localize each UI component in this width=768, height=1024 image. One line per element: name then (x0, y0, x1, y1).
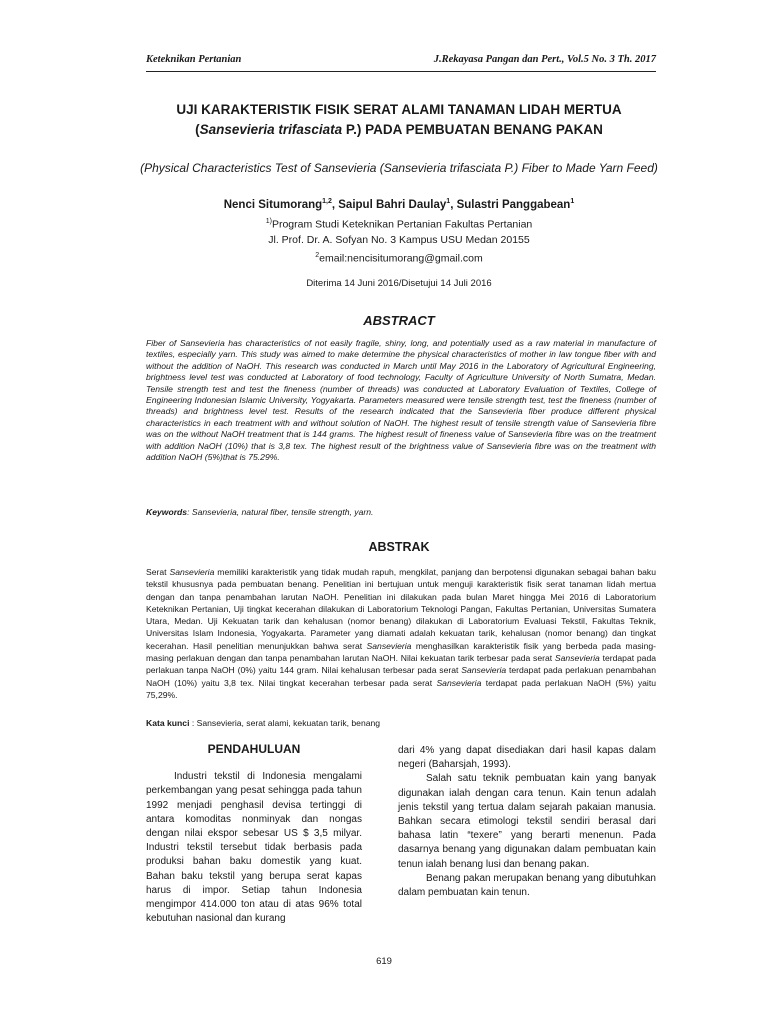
abstrak-heading: ABSTRAK (368, 540, 430, 554)
author-1: Nenci Situmorang (223, 198, 323, 211)
journal-citation: J.Rekayasa Pangan dan Pert., Vol.5 No. 3 Th. 2017 (433, 54, 656, 65)
english-title (120, 161, 678, 175)
section-heading: PENDAHULUAN (207, 742, 301, 756)
abstrak-text (146, 566, 656, 701)
header-rule (146, 71, 656, 72)
abstrak-seg: terdapat pada perlakuan tanpa NaOH (0%) yaitu 144 gram. Nilai kehalusan terbesar pada serat (146, 653, 657, 676)
author-3: , Sulastri Panggabean (450, 198, 571, 211)
abstrak-species: Sansevieria (436, 677, 482, 688)
title-line-2-rest: P.) PADA PEMBUATAN BENANG PAKAN (342, 122, 603, 137)
keywords-label: Keywords (146, 507, 188, 517)
page-number: 619 (376, 956, 392, 967)
body-column-left (146, 742, 362, 926)
affiliation-marker-1: 1) (265, 218, 272, 225)
received-dates: Diterima 14 Juni 2016/Disetujui 14 Juli 2016 (306, 278, 492, 289)
keywords (146, 507, 656, 517)
abstrak-seg: terdapat pada perlakuan penambahan NaOH (10%) yaitu 3,8 tex. Nilai tingkat kecerahan terbesar pada serat (146, 665, 656, 688)
author-2-affil: 1 (446, 198, 451, 205)
affiliation-line-3 (120, 248, 678, 267)
body-paragraph: Salah satu teknik pembuatan kain yang banyak digunakan ialah dengan cara tenun. Kain tenun adalah jenis tekstil yang tertua dalam sejarah pakaian manusia. Bahkan secara etimologi tekstil sendiri berasal dari bahasa latin “texere” yang berarti menenun. Pada dasarnya benang yang digunakan dalam pembuatan kain tenun ialah benang lusi dan benang pakan. (398, 773, 656, 870)
abstrak-species: Sansevieria (461, 665, 507, 676)
abstract-text: Fiber of Sansevieria has characteristics of not easily fragile, shiny, long, and potentially used as a raw material in manufacture of textiles, especially yarn. This study was aimed to make determine the physical characteristics of mother in law tongue fiber with and without the addition of NaOH. This research was conducted in March until May 2016 in the Laboratory of Agricultural Engineering, brightness level test was conducted at Laboratory of food technology, Faculty of Agriculture University of North Sumatra, Medan. Tensile strength test and test the fineness (number of threads) was conducted at Laboratory Evaluation of Textiles, College of Engineering Indonesian Islamic University, Yogyakarta. Parameters measured were tensile strength test, test the fineness (number of threads) and brightness level test. Results of the research indicated that the Sansevieria fiber produce different physical characteristics in each treatment with and without solution of NaOH. The highest result of tensile strength value of Sansevieria fibre was on the without NaOH treatment that is 144 grams. The highest result of fineness value of Sansevieria fibre was on the treatment with addition NaOH (10%) that is 3,8 tex. The highest result of the brightness value of Sansevieria fibre was on the treatment with addition NaOH (5%)that is 75.29%. (146, 338, 656, 463)
abstrak-species: Sansevieria (169, 567, 215, 577)
abstract-heading: ABSTRACT (363, 313, 435, 328)
affiliation-marker-2: 2 (315, 251, 320, 259)
body-column-right (398, 744, 656, 900)
journal-section: Keteknikan Pertanian (146, 54, 242, 65)
affiliation (120, 214, 678, 266)
author-email[interactable]: email:nencisitumorang@gmail.com (319, 252, 483, 264)
kata-kunci-text: : Sansevieria, serat alami, kekuatan tarik, benang (189, 718, 381, 728)
abstrak-seg: Serat (146, 567, 170, 577)
author-1-affil: 1,2 (322, 198, 332, 205)
running-header (146, 54, 656, 65)
title-paren: ( (195, 122, 200, 137)
author-list (120, 198, 678, 211)
title-species: Sansevieria trifasciata (199, 122, 343, 137)
affiliation-line-1 (120, 214, 678, 233)
author-3-affil: 1 (570, 198, 575, 205)
title-line-1: UJI KARAKTERISTIK FISIK SERAT ALAMI TANAMAN LIDAH MERTUA (176, 102, 622, 117)
affiliation-program: Program Studi Keteknikan Pertanian Fakultas Pertanian (271, 218, 533, 231)
abstrak-seg: menghasilkan karakteristik fisik yang berbeda pada masing-masing perlakuan dengan dan tanpa penambahan larutan NaOH. Nilai kekuatan tarik terbesar pada serat (146, 640, 656, 664)
abstrak-species: Sansevieria (554, 653, 600, 664)
kata-kunci-label: Kata kunci (146, 718, 190, 728)
abstrak-seg: memiliki karakteristik yang tidak mudah rapuh, mengkilat, panjang dan berpotensi digunakan sebagai bahan baku tekstil khususnya pada pembuatan benang. Penelitian ini bertujuan untuk menguji karakteristik fisik serat tanaman lidah mertua dengan dan tanpa penambahan larutan NaOH. Penelitian ini dilakukan pada bulan Maret hingga Mei 2016 di Laboratorium Keteknikan Pertanian, Uji tingkat kecerahan dilakukan di Laboratorium Teknologi Pangan, Fakultas Pertanian, Universitas Sumatera Utara, Medan. Uji Kekuatan tarik dan kehalusan (nomor benang) dilakukan di Laboratorium Evaluasi Tekstil, Fakultas Teknik, Universitas Islam Indonesia, Yogyakarta. Parameter yang diamati adalah kekuatan tarik, kehalusan (nomor benang) dan tingkat kecerahan. Hasil penelitian menunjukkan bahwa serat (146, 567, 656, 651)
body-paragraph: dari 4% yang dapat disediakan dari hasil kapas dalam negeri (Baharsjah, 1993). (398, 745, 656, 771)
keywords-text: : Sansevieria, natural fiber, tensile strength, yarn. (187, 507, 374, 517)
english-title-part-2: to Made Yarn Feed) (552, 161, 658, 175)
abstrak-species: Sansevieria (366, 640, 412, 651)
english-title-part-1: (Physical Characteristics Test of Sansevieria (Sansevieria trifasciata P.) Fiber (140, 161, 549, 175)
abstrak-seg: terdapat pada perlakuan NaOH (5%) yaitu 75,29%. (146, 677, 656, 700)
kata-kunci (146, 718, 656, 728)
affiliation-address: Jl. Prof. Dr. A. Sofyan No. 3 Kampus USU Medan 20155 (268, 233, 530, 246)
author-2: , Saipul Bahri Daulay (331, 198, 447, 211)
paper-title (120, 100, 678, 140)
title-line-2 (120, 120, 678, 140)
body-paragraph: Benang pakan merupakan benang yang dibutuhkan dalam pembuatan kain tenun. (398, 872, 656, 899)
body-paragraph: Industri tekstil di Indonesia mengalami perkembangan yang pesat sehingga pada tahun 1992 menjadi penghasil devisa tertinggi di antara komoditas nonminyak dan nongas dengan nilai ekspor sebesar US $ 3,5 milyar. Industri tekstil tersebut tidak berbasis pada produksi bahan baku domestik yang kuat. Bahan baku tekstil yang berupa serat kapas harus di impor. Setiap tahun Indonesia mengimpor 414.000 ton atau di atas 96% total kebutuhan nasional dan kurang (146, 771, 362, 925)
